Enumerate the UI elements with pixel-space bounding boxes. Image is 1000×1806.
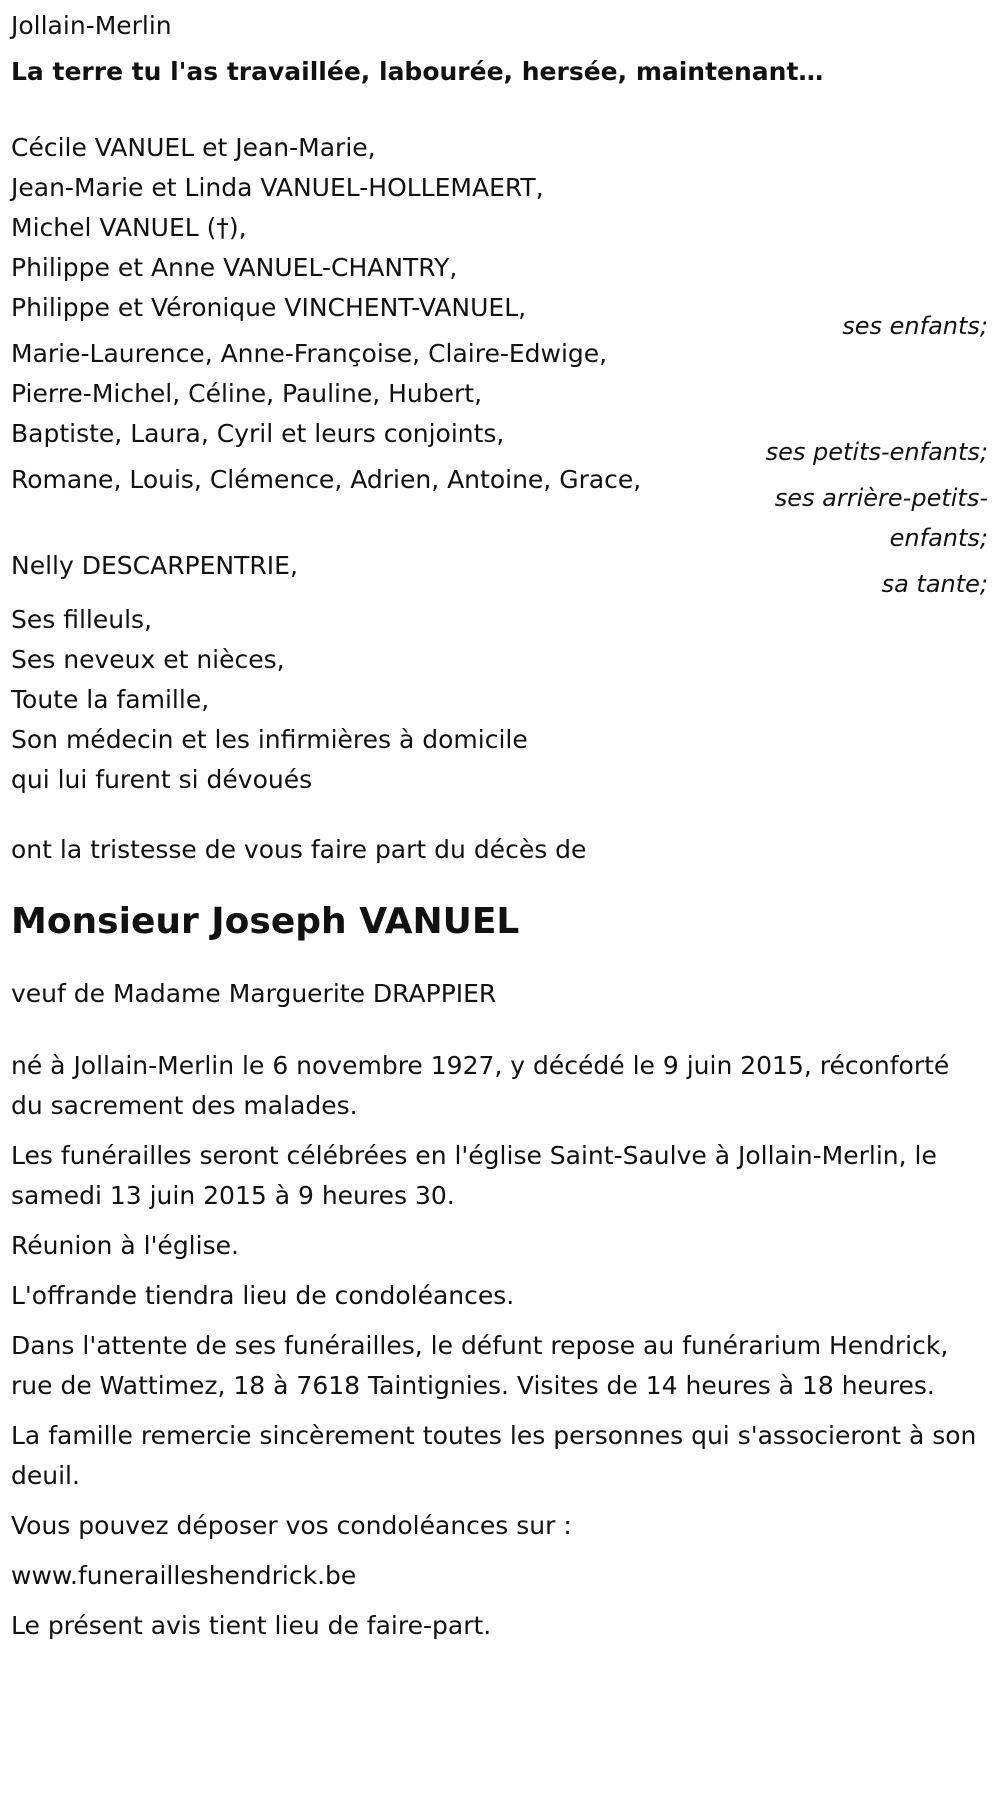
mourner-line: Ses neveux et nièces,: [11, 645, 285, 674]
closing-paragraph: Le présent avis tient lieu de faire-part.: [11, 1611, 492, 1640]
family-role: ses petits-enfants;: [765, 438, 988, 466]
family-name-line: Nelly DESCARPENTRIE,: [11, 551, 298, 580]
birth-death-paragraph: né à Jollain-Merlin le 6 novembre 1927, y décédé le 9 juin 2015, réconforté du sacrement des malades.: [11, 1051, 950, 1120]
family-name-line: Pierre-Michel, Céline, Pauline, Hubert,: [11, 379, 483, 408]
family-name-line: Michel VANUEL (†),: [11, 213, 247, 242]
family-role: ses enfants;: [842, 312, 988, 340]
thanks-paragraph: La famille remercie sincèrement toutes les personnes qui s'associeront à son deuil.: [11, 1421, 977, 1490]
mourner-line: Toute la famille,: [11, 685, 210, 714]
mourner-line: Ses filleuls,: [11, 605, 153, 634]
family-name-line: Baptiste, Laura, Cyril et leurs conjoints,: [11, 419, 505, 448]
family-group-great-grandchildren: [11, 460, 988, 558]
details-section: [11, 1046, 988, 1646]
family-names: [11, 546, 298, 586]
widow-of-text: veuf de Madame Marguerite DRAPPIER: [11, 979, 497, 1008]
family-group-children: [11, 128, 988, 346]
mourner-line: Son médecin et les infirmières à domicile: [11, 725, 528, 754]
meeting-paragraph: Réunion à l'église.: [11, 1231, 239, 1260]
location-heading: Jollain-Merlin: [11, 11, 172, 40]
family-name-line: Philippe et Véronique VINCHENT-VANUEL,: [11, 293, 527, 322]
family-names: [11, 460, 641, 500]
family-names: [11, 128, 544, 328]
family-name-line: Cécile VANUEL et Jean-Marie,: [11, 133, 376, 162]
funerarium-paragraph: Dans l'attente de ses funérailles, le défunt repose au funérarium Hendrick, rue de Wattimez, 18 à 7618 Taintignies. Visites de 14 heures à 18 heures.: [11, 1331, 949, 1400]
offering-paragraph: L'offrande tiendra lieu de condoléances.: [11, 1281, 515, 1310]
condolences-paragraph: Vous pouvez déposer vos condoléances sur :: [11, 1511, 572, 1540]
family-role: sa tante;: [881, 570, 988, 598]
deceased-name: Monsieur Joseph VANUEL: [11, 901, 520, 942]
family-names: [11, 334, 607, 454]
other-mourners: [11, 600, 988, 800]
announcement-text: ont la tristesse de vous faire part du décès de: [11, 835, 587, 864]
website-link[interactable]: www.funerailleshendrick.be: [11, 1561, 357, 1590]
mourner-line: qui lui furent si dévoués: [11, 765, 313, 794]
family-name-line: Jean-Marie et Linda VANUEL-HOLLEMAERT,: [11, 173, 544, 202]
family-name-line: Philippe et Anne VANUEL-CHANTRY,: [11, 253, 458, 282]
family-group-grandchildren: [11, 334, 988, 472]
family-role: ses arrière-petits-enfants;: [774, 484, 988, 552]
funeral-paragraph: Les funérailles seront célébrées en l'église Saint-Saulve à Jollain-Merlin, le samedi 13 juin 2015 à 9 heures 30.: [11, 1141, 937, 1210]
family-name-line: Marie-Laurence, Anne-Françoise, Claire-Edwige,: [11, 339, 608, 368]
family-name-line: Romane, Louis, Clémence, Adrien, Antoine, Grace,: [11, 465, 642, 494]
opening-quote: La terre tu l'as travaillée, labourée, hersée, maintenant…: [11, 57, 824, 86]
